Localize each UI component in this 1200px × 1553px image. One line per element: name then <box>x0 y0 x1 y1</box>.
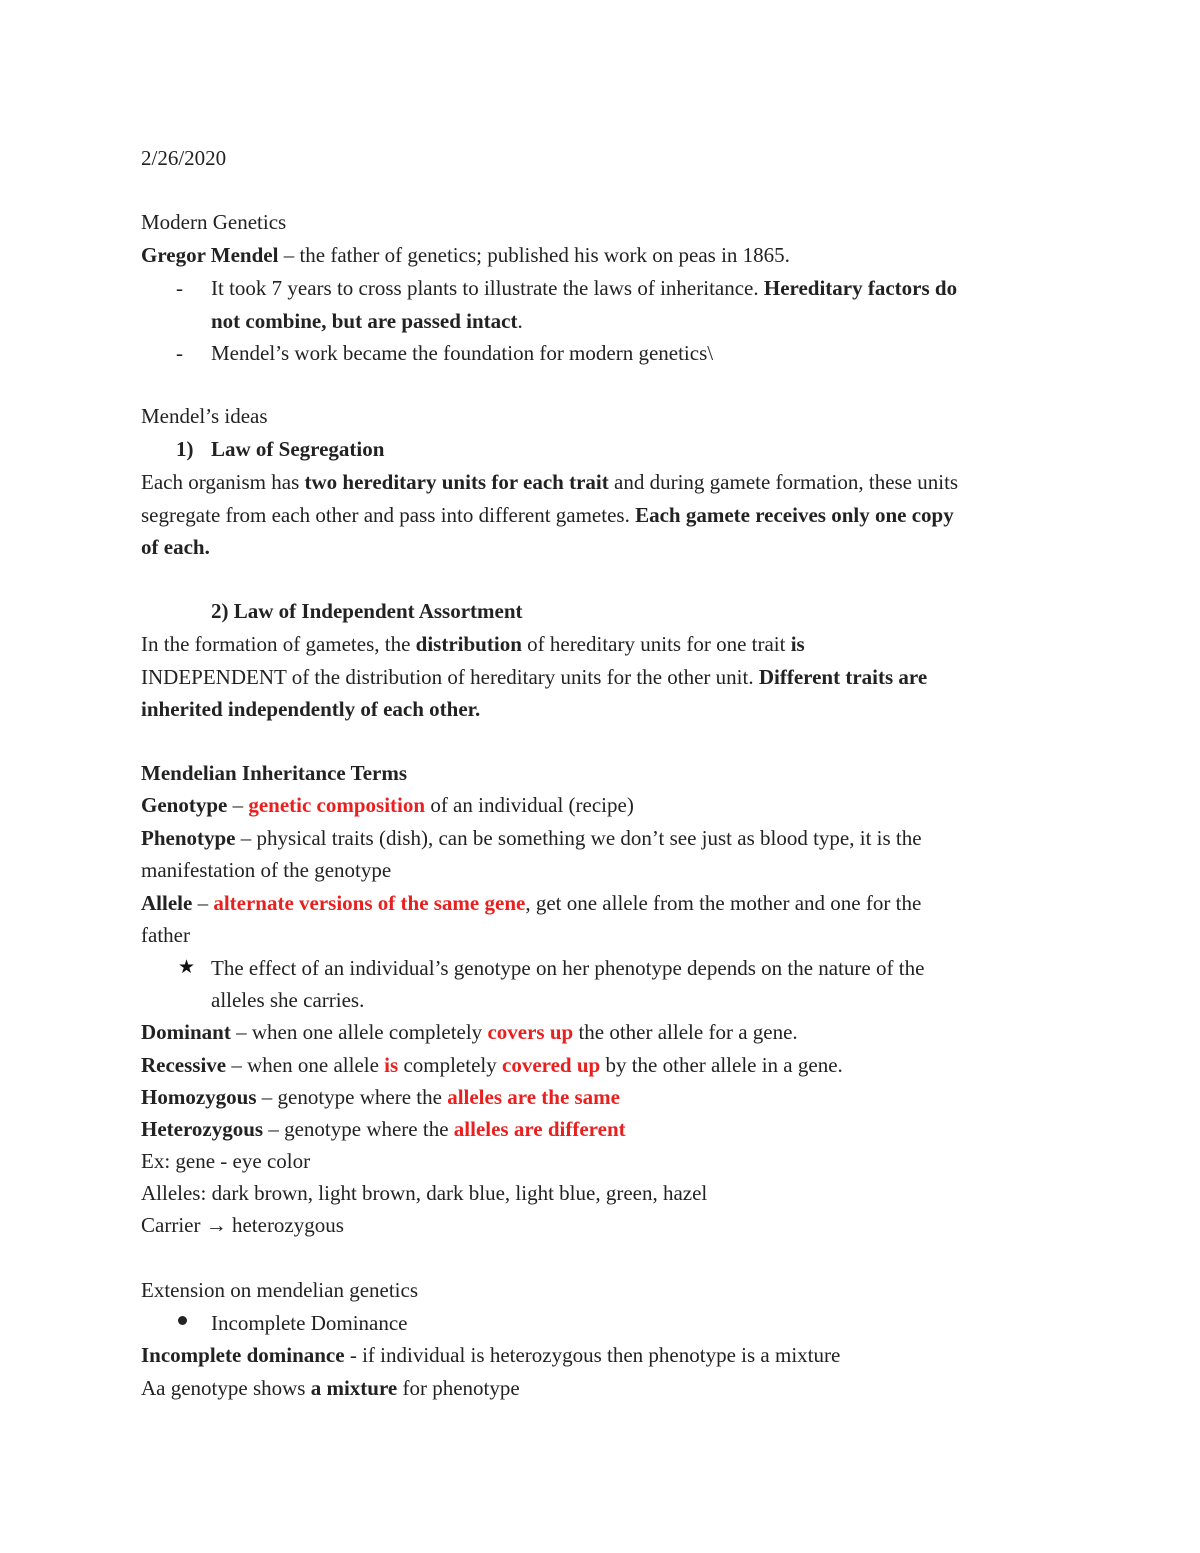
star-note-line1: The effect of an individual’s genotype on her phenotype depends on the nature of the <box>211 956 925 980</box>
star-icon: ★ <box>178 956 196 978</box>
extension-bullet: Incomplete Dominance <box>211 1311 408 1335</box>
heading-extension: Extension on mendelian genetics <box>141 1278 419 1302</box>
mendel-intro: Gregor Mendel – the father of genetics; published his work on peas in 1865. <box>141 243 790 267</box>
bullet-7-years-cont: not combine, but are passed intact. <box>211 309 523 333</box>
term-recessive: Recessive – when one allele is completely covered up by the other allele in a gene. <box>141 1053 843 1077</box>
example-alleles: Alleles: dark brown, light brown, dark blue, light blue, green, hazel <box>141 1181 708 1205</box>
law2-line2: INDEPENDENT of the distribution of hereditary units for the other unit. Different traits are <box>141 665 928 689</box>
law2-line3: inherited independently of each other. <box>141 697 481 721</box>
incomplete-dominance-def: Incomplete dominance - if individual is heterozygous then phenotype is a mixture <box>141 1343 841 1367</box>
heading-inheritance-terms: Mendelian Inheritance Terms <box>141 761 407 785</box>
dash-marker: - <box>176 341 183 365</box>
term-homozygous: Homozygous – genotype where the alleles are the same <box>141 1085 620 1109</box>
carrier-line: Carrier → heterozygous <box>141 1213 344 1237</box>
star-note-line2: alleles she carries. <box>211 988 365 1012</box>
law1-num: 1) <box>176 437 194 461</box>
law2-line1: In the formation of gametes, the distribution of hereditary units for one trait is <box>141 632 805 656</box>
term-dominant: Dominant – when one allele completely covers up the other allele for a gene. <box>141 1020 798 1044</box>
law1-line3: of each. <box>141 535 210 559</box>
term-phenotype-cont: manifestation of the genotype <box>141 858 392 882</box>
term-allele-cont: father <box>141 923 190 947</box>
term-genotype: Genotype – genetic composition of an individual (recipe) <box>141 793 634 817</box>
example-eye-color: Ex: gene - eye color <box>141 1149 311 1173</box>
law1-title: Law of Segregation <box>211 437 385 461</box>
heading-modern-genetics: Modern Genetics <box>141 210 287 234</box>
mendel-name: Gregor Mendel <box>141 243 279 267</box>
term-heterozygous: Heterozygous – genotype where the alleles are different <box>141 1117 626 1141</box>
term-phenotype: Phenotype – physical traits (dish), can be something we don’t see just as blood type, it is the <box>141 826 922 850</box>
bullet-foundation: Mendel’s work became the foundation for modern genetics\ <box>211 341 714 365</box>
term-allele: Allele – alternate versions of the same gene, get one allele from the mother and one for the <box>141 891 922 915</box>
dash-marker: - <box>176 276 183 300</box>
law1-line2: segregate from each other and pass into different gametes. Each gamete receives only one copy <box>141 503 954 527</box>
bullet-dot-icon <box>178 1316 187 1325</box>
heading-mendels-ideas: Mendel’s ideas <box>141 404 268 428</box>
date: 2/26/2020 <box>141 146 227 170</box>
aa-genotype-line: Aa genotype shows a mixture for phenotype <box>141 1376 520 1400</box>
bullet-7-years: It took 7 years to cross plants to illustrate the laws of inheritance. Hereditary factors do <box>211 276 958 300</box>
law1-line1: Each organism has two hereditary units for each trait and during gamete formation, these units <box>141 470 959 494</box>
law2-title: 2) Law of Independent Assortment <box>211 599 523 623</box>
